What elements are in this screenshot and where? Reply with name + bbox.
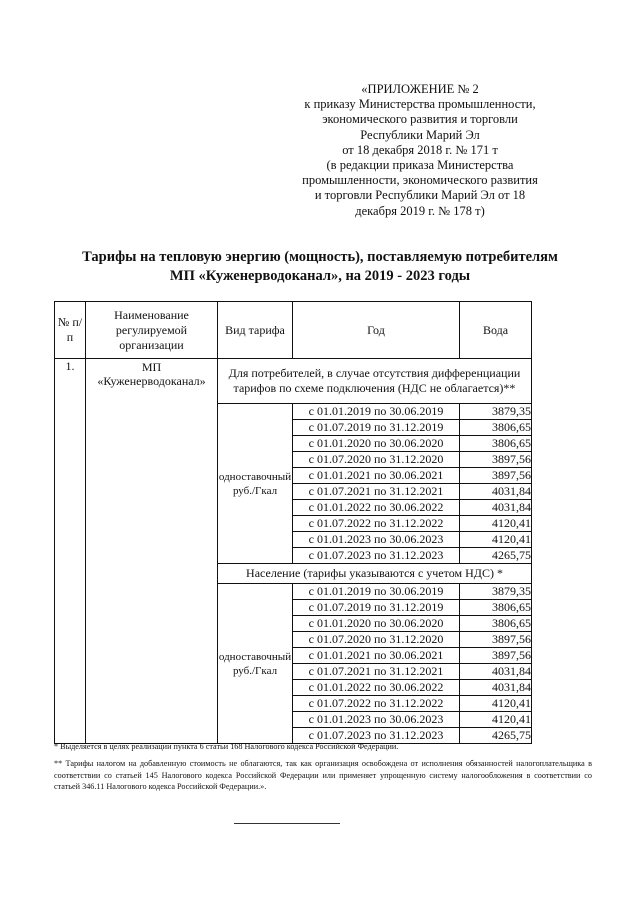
period-cell: с 01.07.2021 по 31.12.2021: [293, 664, 460, 680]
water-tariff-value: 3806,65: [460, 436, 532, 452]
col-header-year: Год: [293, 302, 460, 359]
title-line-1: Тарифы на тепловую энергию (мощность), поставляемую потребителям: [82, 249, 558, 265]
water-tariff-value: 4031,84: [460, 500, 532, 516]
water-tariff-value: 3806,65: [460, 600, 532, 616]
water-tariff-value: 3879,35: [460, 404, 532, 420]
water-tariff-value: 4031,84: [460, 664, 532, 680]
period-cell: с 01.07.2019 по 31.12.2019: [293, 600, 460, 616]
period-cell: с 01.01.2023 по 30.06.2023: [293, 712, 460, 728]
footnote-1: * Выделяется в целях реализации пункта 6 статьи 168 Налогового кодекса Российской Федерации.: [54, 742, 399, 751]
period-cell: с 01.07.2019 по 31.12.2019: [293, 420, 460, 436]
appendix-header: [280, 82, 560, 219]
col-header-water: Вода: [460, 302, 532, 359]
col-header-num: № п/п: [55, 302, 86, 359]
tariff-table: [54, 301, 532, 744]
period-cell: с 01.01.2021 по 30.06.2021: [293, 468, 460, 484]
tariff-kind: одноставочный руб./Гкал: [218, 584, 293, 744]
organization-name: МП «Куженерводоканал»: [86, 359, 218, 744]
period-cell: с 01.01.2020 по 30.06.2020: [293, 436, 460, 452]
water-tariff-value: 4120,41: [460, 712, 532, 728]
period-cell: с 01.07.2020 по 31.12.2020: [293, 452, 460, 468]
title-line-2: МП «Куженерводоканал», на 2019 - 2023 годы: [169, 268, 471, 284]
period-cell: с 01.01.2022 по 30.06.2022: [293, 680, 460, 696]
col-header-org: Наименование регулируемой организации: [86, 302, 218, 359]
period-cell: с 01.07.2021 по 31.12.2021: [293, 484, 460, 500]
period-cell: с 01.01.2019 по 30.06.2019: [293, 584, 460, 600]
water-tariff-value: 3806,65: [460, 420, 532, 436]
water-tariff-value: 4120,41: [460, 696, 532, 712]
water-tariff-value: 3897,56: [460, 452, 532, 468]
period-cell: с 01.01.2022 по 30.06.2022: [293, 500, 460, 516]
tariff-kind: одноставочный руб./Гкал: [218, 404, 293, 564]
water-tariff-value: 4265,75: [460, 728, 532, 744]
water-tariff-value: 3879,35: [460, 584, 532, 600]
period-cell: с 01.07.2022 по 31.12.2022: [293, 696, 460, 712]
period-cell: с 01.01.2023 по 30.06.2023: [293, 532, 460, 548]
period-cell: с 01.07.2020 по 31.12.2020: [293, 632, 460, 648]
period-cell: с 01.07.2023 по 31.12.2023: [293, 548, 460, 564]
section-title: Для потребителей, в случае отсутствия дифференциации тарифов по схеме подключения (НДС не облагается)**: [218, 359, 532, 404]
period-cell: с 01.07.2023 по 31.12.2023: [293, 728, 460, 744]
footnotes: [54, 741, 592, 799]
row-number: 1.: [55, 359, 86, 744]
header-line: и торговли Республики Марий Эл от 18: [314, 188, 526, 203]
table-header-row: [55, 302, 532, 359]
water-tariff-value: 4265,75: [460, 548, 532, 564]
header-line: Республики Марий Эл: [360, 127, 480, 142]
section-title-row: [55, 359, 532, 404]
water-tariff-value: 4031,84: [460, 680, 532, 696]
header-line: декабря 2019 г. № 178 т): [355, 203, 485, 218]
water-tariff-value: 4031,84: [460, 484, 532, 500]
header-line: промышленности, экономического развития: [302, 173, 538, 188]
header-line: от 18 декабря 2018 г. № 171 т: [342, 142, 498, 157]
water-tariff-value: 3897,56: [460, 648, 532, 664]
header-line: «ПРИЛОЖЕНИЕ № 2: [361, 82, 479, 96]
water-tariff-value: 3897,56: [460, 468, 532, 484]
header-line: экономического развития и торговли: [322, 112, 518, 127]
end-rule: [234, 823, 340, 824]
water-tariff-value: 4120,41: [460, 516, 532, 532]
section-title: Население (тарифы указываются с учетом НДС) *: [218, 564, 532, 584]
col-header-kind: Вид тарифа: [218, 302, 293, 359]
period-cell: с 01.01.2019 по 30.06.2019: [293, 404, 460, 420]
period-cell: с 01.01.2020 по 30.06.2020: [293, 616, 460, 632]
water-tariff-value: 3897,56: [460, 632, 532, 648]
header-line: (в редакции приказа Министерства: [326, 158, 514, 173]
water-tariff-value: 4120,41: [460, 532, 532, 548]
footnote-2: ** Тарифы налогом на добавленную стоимость не облагаются, так как организация освобождена от исполнения обязанностей налогоплательщика в соответствии со статьей 145 Налогового кодекса Российской Федерации или применяет упрощенную систему налогообложения в соответствии со статьей 346.11 Налогового кодекса Российской Федерации.».: [54, 759, 592, 792]
water-tariff-value: 3806,65: [460, 616, 532, 632]
document-title: [40, 248, 600, 286]
header-line: к приказу Министерства промышленности,: [304, 97, 536, 112]
period-cell: с 01.01.2021 по 30.06.2021: [293, 648, 460, 664]
period-cell: с 01.07.2022 по 31.12.2022: [293, 516, 460, 532]
